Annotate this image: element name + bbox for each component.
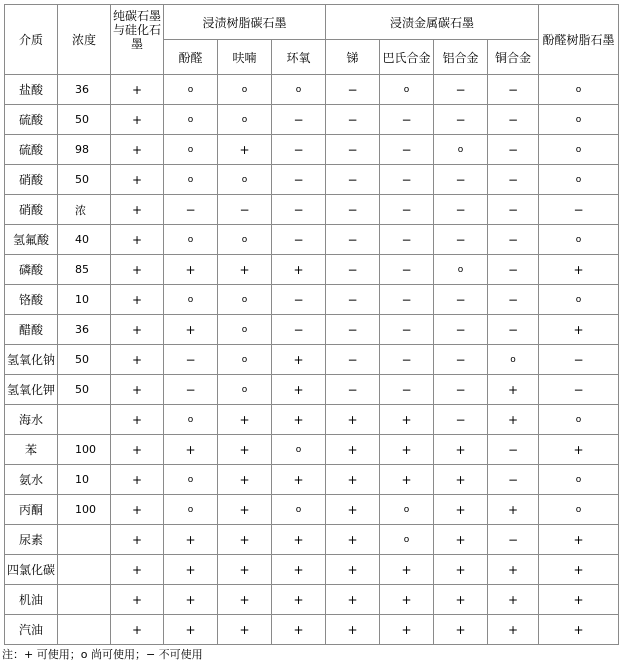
cell-rating: + — [164, 555, 218, 585]
cell-rating: − — [488, 285, 539, 315]
cell-rating: + — [272, 465, 326, 495]
cell-rating: − — [272, 165, 326, 195]
cell-medium: 醋酸 — [5, 315, 58, 345]
table-row — [5, 225, 619, 255]
cell-rating: + — [380, 555, 434, 585]
cell-rating: − — [488, 195, 539, 225]
cell-medium: 磷酸 — [5, 255, 58, 285]
table-row — [5, 165, 619, 195]
cell-concentration — [58, 405, 111, 435]
cell-rating: + — [111, 435, 164, 465]
table-row — [5, 585, 619, 615]
cell-rating: + — [218, 585, 272, 615]
cell-concentration — [58, 615, 111, 645]
cell-concentration: 10 — [58, 285, 111, 315]
cell-rating: + — [539, 255, 619, 285]
cell-rating: + — [111, 225, 164, 255]
cell-rating: o — [539, 135, 619, 165]
cell-rating: + — [380, 435, 434, 465]
cell-rating: + — [434, 615, 488, 645]
cell-medium: 苯 — [5, 435, 58, 465]
table-row — [5, 285, 619, 315]
cell-concentration: 50 — [58, 345, 111, 375]
table-row — [5, 75, 619, 105]
cell-rating: − — [380, 165, 434, 195]
cell-rating: − — [380, 105, 434, 135]
cell-rating: + — [380, 585, 434, 615]
cell-rating: + — [111, 135, 164, 165]
cell-rating: − — [272, 285, 326, 315]
header-pure-graphite: 纯碳石墨与硅化石墨 — [111, 5, 164, 75]
cell-rating: + — [272, 585, 326, 615]
cell-rating: + — [111, 495, 164, 525]
cell-rating: + — [326, 615, 380, 645]
cell-rating: o — [539, 465, 619, 495]
cell-rating: + — [434, 525, 488, 555]
cell-rating: − — [272, 315, 326, 345]
cell-rating: − — [434, 195, 488, 225]
cell-rating: + — [380, 405, 434, 435]
cell-rating: o — [164, 105, 218, 135]
cell-rating: o — [539, 405, 619, 435]
cell-rating: − — [539, 345, 619, 375]
cell-rating: − — [434, 225, 488, 255]
cell-rating: − — [326, 165, 380, 195]
cell-rating: + — [218, 405, 272, 435]
cell-rating: + — [164, 585, 218, 615]
cell-rating: − — [164, 195, 218, 225]
cell-rating: + — [218, 135, 272, 165]
cell-rating: − — [326, 315, 380, 345]
cell-rating: − — [326, 105, 380, 135]
cell-rating: − — [488, 465, 539, 495]
cell-medium: 尿素 — [5, 525, 58, 555]
cell-rating: − — [272, 195, 326, 225]
cell-rating: − — [272, 225, 326, 255]
table-row — [5, 255, 619, 285]
header-phenolic-graphite: 酚醛树脂石墨 — [539, 5, 619, 75]
cell-rating: + — [111, 165, 164, 195]
cell-rating: o — [218, 225, 272, 255]
cell-rating: + — [326, 405, 380, 435]
cell-rating: o — [434, 255, 488, 285]
cell-medium: 硫酸 — [5, 135, 58, 165]
cell-rating: + — [434, 585, 488, 615]
cell-rating: o — [218, 315, 272, 345]
cell-rating: o — [164, 495, 218, 525]
cell-rating: + — [218, 555, 272, 585]
cell-rating: + — [539, 615, 619, 645]
cell-medium: 硝酸 — [5, 195, 58, 225]
cell-rating: − — [488, 165, 539, 195]
header-metal-group: 浸渍金属碳石墨 — [326, 5, 539, 40]
table-row — [5, 615, 619, 645]
header-row-1 — [5, 5, 619, 40]
header-resin-epoxy: 环氧 — [272, 40, 326, 75]
header-resin-furan: 呋喃 — [218, 40, 272, 75]
cell-medium: 氢氟酸 — [5, 225, 58, 255]
cell-rating: + — [488, 375, 539, 405]
cell-rating: + — [539, 585, 619, 615]
cell-concentration: 浓 — [58, 195, 111, 225]
cell-medium: 丙酮 — [5, 495, 58, 525]
cell-rating: o — [272, 75, 326, 105]
cell-rating: + — [488, 615, 539, 645]
cell-concentration: 50 — [58, 165, 111, 195]
cell-rating: + — [326, 555, 380, 585]
table-row — [5, 435, 619, 465]
cell-rating: o — [164, 75, 218, 105]
cell-rating: − — [434, 165, 488, 195]
cell-rating: − — [164, 345, 218, 375]
cell-rating: − — [539, 195, 619, 225]
cell-rating: − — [434, 75, 488, 105]
cell-rating: + — [164, 435, 218, 465]
cell-rating: + — [272, 555, 326, 585]
cell-rating: − — [488, 105, 539, 135]
cell-rating: + — [539, 555, 619, 585]
compatibility-table — [4, 4, 619, 645]
cell-rating: o — [164, 135, 218, 165]
cell-rating: + — [164, 255, 218, 285]
table-row — [5, 495, 619, 525]
cell-rating: − — [326, 195, 380, 225]
cell-rating: − — [434, 285, 488, 315]
cell-rating: + — [488, 555, 539, 585]
cell-rating: + — [111, 75, 164, 105]
cell-concentration — [58, 525, 111, 555]
cell-rating: + — [218, 525, 272, 555]
cell-rating: − — [380, 315, 434, 345]
cell-rating: − — [434, 345, 488, 375]
cell-rating: + — [111, 345, 164, 375]
cell-rating: + — [272, 405, 326, 435]
cell-rating: − — [434, 315, 488, 345]
cell-rating: − — [380, 225, 434, 255]
table-row — [5, 555, 619, 585]
cell-concentration: 40 — [58, 225, 111, 255]
table-row — [5, 195, 619, 225]
cell-rating: + — [272, 615, 326, 645]
cell-rating: − — [218, 195, 272, 225]
cell-rating: − — [272, 105, 326, 135]
cell-rating: − — [326, 255, 380, 285]
cell-medium: 机油 — [5, 585, 58, 615]
cell-rating: + — [272, 525, 326, 555]
cell-rating: + — [488, 585, 539, 615]
cell-rating: o — [539, 495, 619, 525]
cell-rating: + — [488, 405, 539, 435]
cell-rating: − — [164, 375, 218, 405]
header-resin-phenolic: 酚醛 — [164, 40, 218, 75]
cell-rating: − — [326, 225, 380, 255]
cell-rating: + — [434, 465, 488, 495]
cell-rating: + — [111, 285, 164, 315]
cell-rating: + — [111, 255, 164, 285]
cell-medium: 氢氧化钠 — [5, 345, 58, 375]
cell-concentration: 36 — [58, 75, 111, 105]
footer-note: 注：+ 可使用；o 尚可使用；− 不可使用 — [2, 648, 203, 661]
cell-rating: + — [380, 615, 434, 645]
cell-rating: o — [539, 75, 619, 105]
cell-rating: − — [326, 135, 380, 165]
cell-rating: + — [218, 435, 272, 465]
cell-rating: o — [539, 105, 619, 135]
table-row — [5, 315, 619, 345]
cell-rating: − — [434, 105, 488, 135]
cell-rating: + — [218, 495, 272, 525]
cell-medium: 硝酸 — [5, 165, 58, 195]
table-row — [5, 105, 619, 135]
cell-rating: + — [326, 585, 380, 615]
cell-rating: + — [434, 555, 488, 585]
table-row — [5, 525, 619, 555]
cell-rating: + — [111, 585, 164, 615]
table-row — [5, 465, 619, 495]
cell-rating: + — [272, 345, 326, 375]
cell-rating: o — [539, 165, 619, 195]
cell-rating: o — [272, 495, 326, 525]
cell-rating: + — [111, 405, 164, 435]
cell-concentration: 100 — [58, 495, 111, 525]
cell-rating: o — [380, 495, 434, 525]
cell-rating: + — [111, 465, 164, 495]
cell-rating: + — [111, 105, 164, 135]
cell-rating: + — [380, 465, 434, 495]
cell-rating: + — [434, 435, 488, 465]
cell-rating: + — [164, 525, 218, 555]
header-resin-group: 浸渍树脂碳石墨 — [164, 5, 326, 40]
cell-medium: 四氯化碳 — [5, 555, 58, 585]
header-metal-antimony: 锑 — [326, 40, 380, 75]
cell-rating: + — [272, 375, 326, 405]
cell-rating: − — [380, 255, 434, 285]
cell-medium: 硫酸 — [5, 105, 58, 135]
cell-concentration — [58, 555, 111, 585]
cell-rating: + — [111, 615, 164, 645]
header-metal-babbitt: 巴氏合金 — [380, 40, 434, 75]
cell-rating: o — [380, 525, 434, 555]
cell-rating: o — [434, 135, 488, 165]
table-row — [5, 345, 619, 375]
cell-rating: o — [218, 165, 272, 195]
cell-rating: + — [111, 525, 164, 555]
cell-medium: 铬酸 — [5, 285, 58, 315]
cell-rating: + — [488, 495, 539, 525]
cell-rating: o — [218, 345, 272, 375]
cell-rating: o — [164, 405, 218, 435]
cell-rating: − — [380, 345, 434, 375]
cell-medium: 盐酸 — [5, 75, 58, 105]
cell-concentration: 50 — [58, 375, 111, 405]
header-metal-aluminum: 铝合金 — [434, 40, 488, 75]
cell-rating: + — [111, 195, 164, 225]
cell-rating: o — [272, 435, 326, 465]
cell-rating: − — [380, 195, 434, 225]
cell-rating: − — [272, 135, 326, 165]
cell-rating: − — [326, 375, 380, 405]
cell-rating: o — [218, 375, 272, 405]
cell-rating: − — [488, 525, 539, 555]
cell-rating: − — [380, 375, 434, 405]
table-body — [5, 75, 619, 645]
cell-rating: + — [326, 525, 380, 555]
cell-concentration: 50 — [58, 105, 111, 135]
cell-rating: − — [488, 75, 539, 105]
cell-rating: + — [539, 315, 619, 345]
cell-rating: + — [326, 465, 380, 495]
cell-rating: − — [488, 435, 539, 465]
cell-rating: + — [218, 615, 272, 645]
cell-rating: − — [488, 135, 539, 165]
cell-rating: + — [218, 465, 272, 495]
cell-concentration: 36 — [58, 315, 111, 345]
cell-medium: 汽油 — [5, 615, 58, 645]
cell-rating: + — [539, 525, 619, 555]
cell-rating: + — [218, 255, 272, 285]
header-medium: 介质 — [5, 5, 58, 75]
cell-rating: + — [326, 495, 380, 525]
header-metal-copper: 铜合金 — [488, 40, 539, 75]
cell-concentration — [58, 585, 111, 615]
cell-rating: o — [164, 465, 218, 495]
cell-rating: − — [326, 285, 380, 315]
table-row — [5, 135, 619, 165]
cell-rating: − — [488, 315, 539, 345]
cell-medium: 氢氧化钾 — [5, 375, 58, 405]
cell-concentration: 85 — [58, 255, 111, 285]
cell-rating: − — [434, 375, 488, 405]
cell-rating: o — [488, 345, 539, 375]
cell-rating: + — [164, 315, 218, 345]
cell-rating: + — [111, 315, 164, 345]
table-row — [5, 375, 619, 405]
header-concentration: 浓度 — [58, 5, 111, 75]
cell-concentration: 100 — [58, 435, 111, 465]
cell-rating: + — [326, 435, 380, 465]
cell-rating: − — [488, 255, 539, 285]
cell-rating: − — [326, 345, 380, 375]
cell-rating: o — [164, 165, 218, 195]
cell-concentration: 10 — [58, 465, 111, 495]
cell-rating: o — [380, 75, 434, 105]
cell-rating: o — [539, 285, 619, 315]
cell-medium: 海水 — [5, 405, 58, 435]
cell-rating: o — [539, 225, 619, 255]
cell-rating: + — [111, 555, 164, 585]
cell-rating: − — [380, 135, 434, 165]
cell-rating: o — [164, 225, 218, 255]
cell-rating: + — [539, 435, 619, 465]
cell-rating: o — [218, 105, 272, 135]
cell-concentration: 98 — [58, 135, 111, 165]
cell-rating: − — [488, 225, 539, 255]
cell-rating: + — [164, 615, 218, 645]
cell-rating: o — [218, 285, 272, 315]
cell-rating: − — [380, 285, 434, 315]
cell-rating: o — [164, 285, 218, 315]
cell-rating: + — [434, 495, 488, 525]
cell-rating: − — [326, 75, 380, 105]
cell-rating: − — [434, 405, 488, 435]
cell-rating: + — [272, 255, 326, 285]
cell-rating: − — [539, 375, 619, 405]
cell-medium: 氨水 — [5, 465, 58, 495]
cell-rating: + — [111, 375, 164, 405]
cell-rating: o — [218, 75, 272, 105]
table-row — [5, 405, 619, 435]
